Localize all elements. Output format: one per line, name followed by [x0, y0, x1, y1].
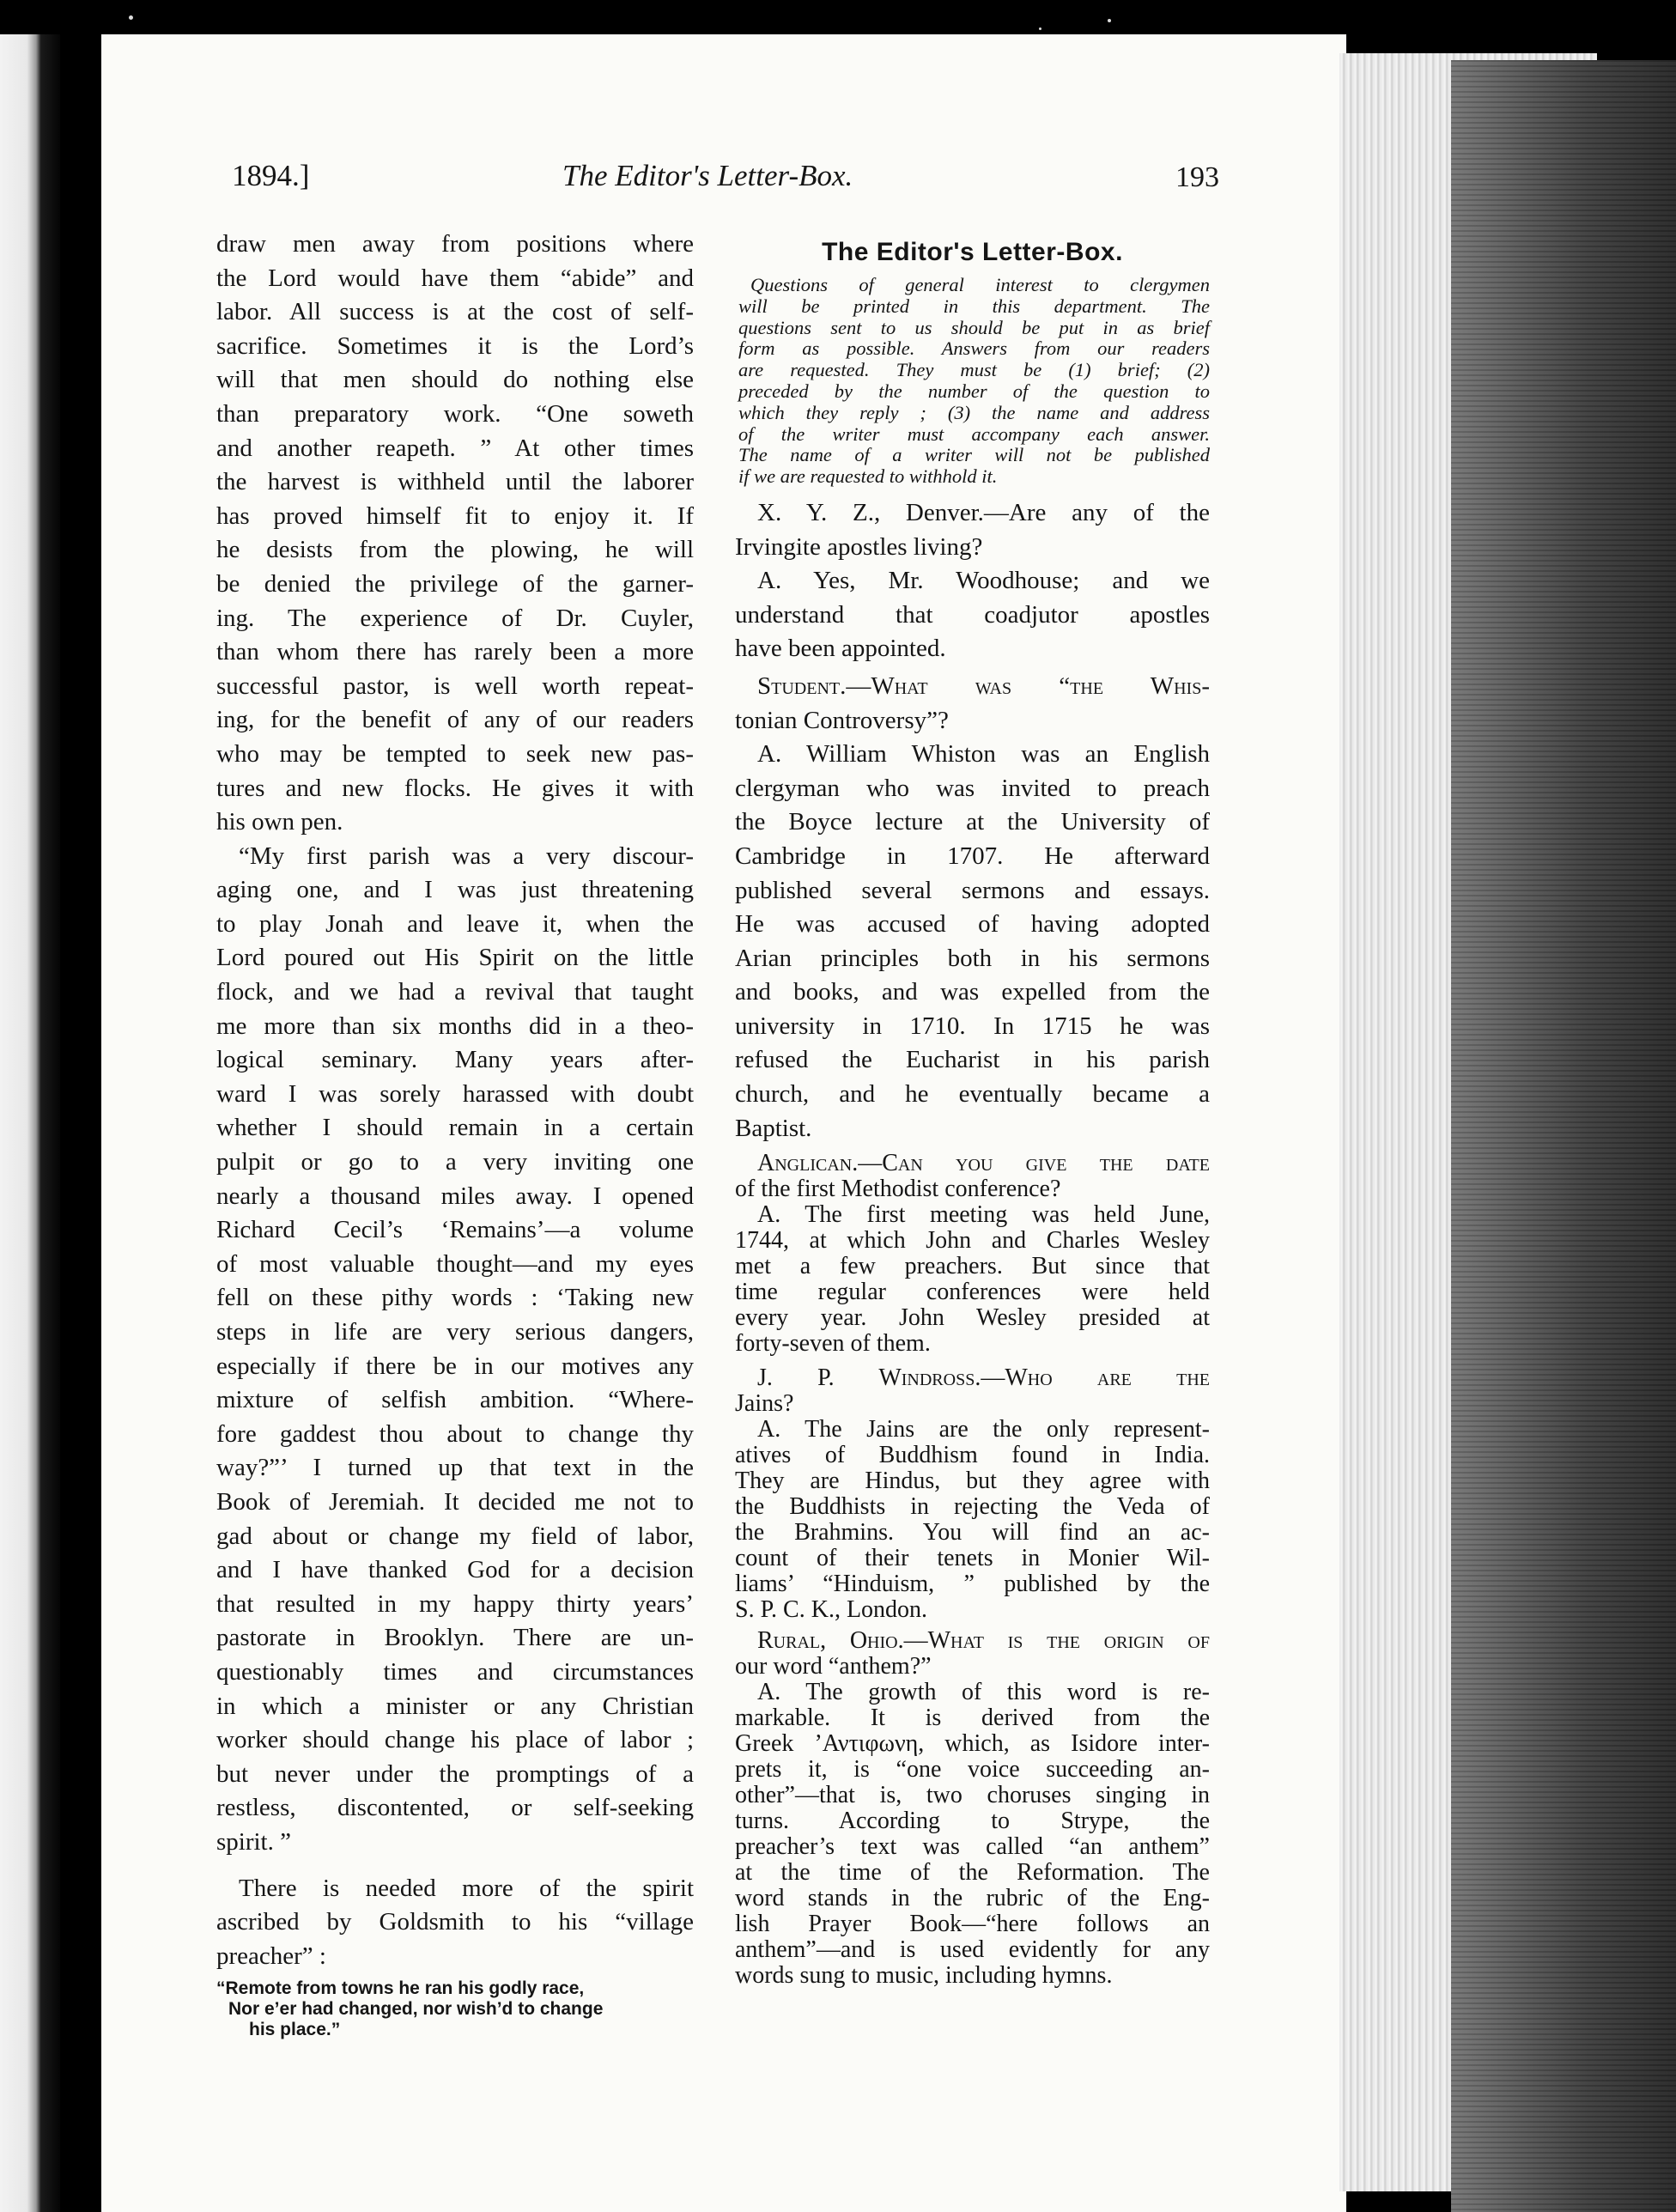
answer-line: the Buddhists in rejecting the Veda of [735, 1493, 1210, 1521]
text-line: than preparatory work. “One soweth [216, 399, 694, 428]
text-line: be denied the privilege of the garner- [216, 569, 694, 598]
text-line: and another reapeth. ” At other times [216, 434, 694, 462]
question-line: tonian Controversy”? [735, 706, 949, 734]
answer-line: every year. John Wesley presided at [735, 1304, 1210, 1332]
notice-line: preceded by the number of the question to [738, 380, 1210, 402]
text-line: sacrifice. Sometimes it is the Lord’s [216, 331, 694, 360]
answer-line: S. P. C. K., London. [735, 1596, 928, 1624]
question-line: J. P. Windross.—Who are the [757, 1364, 1210, 1392]
answer-line: turns. According to Strype, the [735, 1808, 1210, 1835]
page-number: 193 [1175, 161, 1219, 193]
answer-line: markable. It is derived from the [735, 1705, 1210, 1732]
answer-line: A. The growth of this word is re- [757, 1679, 1210, 1706]
text-line: flock, and we had a revival that taught [216, 978, 694, 1006]
notice-line: are requested. They must be (1) brief; (2) [738, 359, 1210, 381]
answer-line: 1744, at which John and Charles Wesley [735, 1227, 1210, 1255]
header-title: The Editor's Letter-Box. [562, 159, 853, 192]
paragraph-gap [216, 1860, 694, 1872]
text-line: he desists from the plowing, he will [216, 536, 694, 564]
dust-speck [1039, 27, 1041, 30]
text-line: fore gaddest thou about to change thy [216, 1419, 694, 1448]
answer-line: words sung to music, including hymns. [735, 1962, 1113, 1990]
text-line: fell on these pithy words : ‘Taking new [216, 1284, 694, 1312]
answer-line: anthem”—and is used evidently for any [735, 1936, 1210, 1964]
text-line: his own pen. [216, 808, 343, 836]
notice-line: Questions of general interest to clergymen [750, 274, 1210, 295]
answer-line: prets it, is “one voice succeeding an- [735, 1756, 1210, 1784]
answer-line: Baptist. [735, 1114, 812, 1142]
text-line: ing. The experience of Dr. Cuyler, [216, 604, 694, 632]
text-line: of most valuable thought—and my eyes [216, 1249, 694, 1278]
answer-line: Arian principles both in his sermons [735, 944, 1210, 972]
answer-line: understand that coadjutor apostles [735, 600, 1210, 629]
text-line: questionably times and circumstances [216, 1657, 694, 1686]
book-block-edge [1451, 60, 1676, 2212]
text-line: especially if there be in our motives any [216, 1352, 694, 1380]
text-line: to play Jonah and leave it, when the [216, 909, 694, 938]
text-line: “My first parish was a very discour- [239, 842, 694, 870]
answer-line: Cambridge in 1707. He afterward [735, 842, 1210, 870]
question-line: X. Y. Z., Denver.—Are any of the [757, 498, 1210, 526]
question-line: our word “anthem?” [735, 1653, 932, 1680]
text-line: nearly a thousand miles away. I opened [216, 1182, 694, 1210]
answer-line: clergyman who was invited to preach [735, 774, 1210, 802]
answer-line: the Brahmins. You will find an ac- [735, 1519, 1210, 1547]
answer-line: forty-seven of them. [735, 1330, 931, 1358]
text-line: successful pastor, is well worth repeat- [216, 672, 694, 700]
answer-line: preacher’s text was called “an anthem” [735, 1833, 1210, 1861]
text-line: labor. All success is at the cost of self- [216, 298, 694, 326]
answer-line: lish Prayer Book—“here follows an [735, 1911, 1210, 1938]
text-line: mixture of selfish ambition. “Where- [216, 1386, 694, 1414]
editorial-notice [735, 275, 1210, 488]
question-line: Irvingite apostles living? [735, 532, 983, 561]
answer-line: count of their tenets in Monier Wil- [735, 1545, 1210, 1572]
text-line: has proved himself fit to enjoy it. If [216, 501, 694, 530]
answer-line: Greek ’Αντιφωνη, which, as Isidore inter- [735, 1730, 1210, 1758]
dust-speck [1108, 19, 1111, 22]
text-line: that resulted in my happy thirty years’ [216, 1589, 694, 1618]
text-line: ing, for the benefit of any of our readers [216, 706, 694, 734]
text-line: spirit. ” [216, 1827, 291, 1856]
answer-line: at the time of the Reformation. The [735, 1859, 1210, 1887]
dust-speck [129, 15, 133, 20]
text-line: Lord poured out His Spirit on the little [216, 944, 694, 972]
text-line: who may be tempted to seek new pas- [216, 739, 694, 768]
question-line: Anglican.—Can you give the date [757, 1150, 1210, 1177]
answer-line: and books, and was expelled from the [735, 978, 1210, 1006]
text-line: aging one, and I was just threatening [216, 876, 694, 904]
answer-line: published several sermons and essays. [735, 876, 1210, 904]
right-column [735, 232, 1210, 1989]
notice-line: of the writer must accompany each answer. [738, 422, 1210, 445]
answer-line: He was accused of having adopted [735, 910, 1210, 939]
text-line: than whom there has rarely been a more [216, 638, 694, 666]
left-page-edge [0, 34, 60, 2212]
answer-line: liams’ “Hinduism, ” published by the [735, 1571, 1210, 1598]
question-line: of the first Methodist conference? [735, 1176, 1061, 1203]
text-line: whether I should remain in a certain [216, 1114, 694, 1142]
text-line: gad about or change my field of labor, [216, 1522, 694, 1550]
text-line: pastorate in Brooklyn. There are un- [216, 1624, 694, 1652]
answer-line: refused the Eucharist in his parish [735, 1046, 1210, 1074]
notice-line: which they reply ; (3) the name and address [738, 401, 1210, 423]
header-year: 1894.] [232, 159, 310, 192]
answer-line: time regular conferences were held [735, 1279, 1210, 1306]
left-column [216, 228, 694, 2040]
answer-line: the Boyce lecture at the University of [735, 808, 1210, 836]
poem-line: his place.” [249, 2020, 341, 2040]
text-line: ward I was sorely harassed with doubt [216, 1079, 694, 1108]
notice-line: questions sent to us should be put in as brief [738, 316, 1210, 338]
question-line: Rural, Ohio.—What is the origin of [757, 1627, 1210, 1655]
question-line: Student.—What was “the Whis- [757, 672, 1210, 700]
notice-line: if we are requested to withhold it. [738, 465, 998, 488]
notice-line: form as possible. Answers from our readers [738, 337, 1210, 360]
text-line: tures and new flocks. He gives it with [216, 774, 694, 802]
section-title: The Editor's Letter-Box. [822, 238, 1123, 266]
text-line: preacher” : [216, 1942, 326, 1970]
answer-line: A. The Jains are the only represent- [757, 1416, 1210, 1443]
text-line: in which a minister or any Christian [216, 1692, 694, 1720]
poem-line: Nor e’er had changed, nor wish’d to change [228, 1999, 604, 2020]
poem-line: “Remote from towns he ran his godly race, [216, 1978, 585, 1999]
running-header [232, 159, 1219, 210]
text-line: and I have thanked God for a decision [216, 1556, 694, 1584]
answer-line: A. The first meeting was held June, [757, 1201, 1210, 1229]
text-line: the Lord would have them “abide” and [216, 264, 694, 292]
text-line: the harvest is withheld until the laborer [216, 468, 694, 496]
answer-line: They are Hindus, but they agree with [735, 1468, 1210, 1495]
text-line: draw men away from positions where [216, 230, 694, 258]
answer-line: atives of Buddhism found in India. [735, 1442, 1210, 1469]
answer-line: church, and he eventually became a [735, 1080, 1210, 1109]
answer-line: university in 1710. In 1715 he was [735, 1012, 1210, 1040]
answer-line: other”—that is, two choruses singing in [735, 1782, 1210, 1809]
text-line: Book of Jeremiah. It decided me not to [216, 1487, 694, 1516]
text-line: steps in life are very serious dangers, [216, 1318, 694, 1346]
text-line: worker should change his place of labor ; [216, 1726, 694, 1754]
answer-line: word stands in the rubric of the Eng- [735, 1885, 1210, 1912]
text-line: way?”’ I turned up that text in the [216, 1454, 694, 1482]
text-line: There is needed more of the spirit [239, 1874, 694, 1902]
notice-line: The name of a writer will not be published [738, 444, 1210, 466]
text-line: will that men should do nothing else [216, 366, 694, 394]
text-line: Richard Cecil’s ‘Remains’—a volume [216, 1216, 694, 1244]
text-line: ascribed by Goldsmith to his “village [216, 1908, 694, 1936]
answer-line: have been appointed. [735, 635, 946, 663]
question-line: Jains? [735, 1390, 794, 1418]
notice-line: will be printed in this department. The [738, 295, 1210, 317]
text-line: pulpit or go to a very inviting one [216, 1148, 694, 1176]
answer-line: A. Yes, Mr. Woodhouse; and we [757, 567, 1210, 595]
text-line: restless, discontented, or self-seeking [216, 1794, 694, 1822]
text-line: logical seminary. Many years after- [216, 1046, 694, 1074]
text-line: but never under the promptings of a [216, 1759, 694, 1788]
answer-line: met a few preachers. But since that [735, 1253, 1210, 1280]
text-line: me more than six months did in a theo- [216, 1012, 694, 1040]
answer-line: A. William Whiston was an English [757, 740, 1210, 769]
